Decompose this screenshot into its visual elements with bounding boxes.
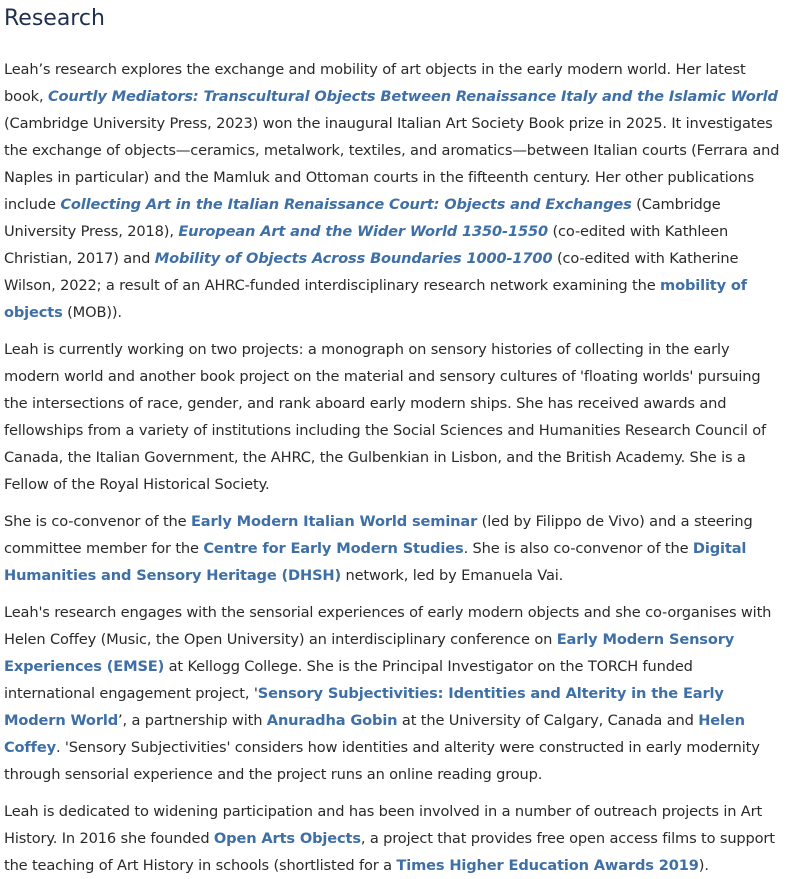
section-heading: Research [4,6,105,31]
text: (led by Filippo de Vivo) and a steering committee member for the [4,513,753,557]
link-open-arts-objects[interactable]: Open Arts Objects [213,830,361,847]
link-mobility-of-objects-book[interactable]: Mobility of Objects Across Boundaries 1000-1700 [154,250,553,267]
paragraph-convenor [4,508,786,589]
text: Leah is dedicated to widening participation and has been involved in a number of outreach projects in Art History. In 2016 she founded [4,803,763,847]
paragraph-current-projects [4,336,786,498]
link-helen-coffey[interactable]: Helen Coffey [4,712,745,756]
paragraph-publications [4,56,786,326]
link-emse[interactable]: Early Modern Sensory Experiences (EMSE) [4,631,735,675]
link-european-art[interactable]: European Art and the Wider World 1350-1550 [178,223,548,240]
text: (co-edited with Kathleen Christian, 2017) and [4,223,729,267]
text: (Cambridge University Press, 2023) won the inaugural Italian Art Society Book prize in 2025. It investigates the exchange of objects—ceramics, metalwork, textiles, and aromatics—between Italian courts (Ferrara and Naples in particular) and the Mamluk and Ottoman courts in the fifteenth century. Her other publications include [4,115,780,213]
text: (MOB)). [62,304,122,321]
text: , a project that provides free open access films to support the teaching of Art History in schools (shortlisted for a [4,830,775,874]
text: Leah is currently working on two projects: a monograph on sensory histories of collecting in the early modern world and another book project on the material and sensory cultures of 'floating worlds' pursuing the intersections of race, gender, and rank aboard early modern ships. She has received awards and fellowships from a variety of institutions including the Social Sciences and Humanities Research Council of Canada, the Italian Government, the AHRC, the Gulbenkian in Lisbon, and the British Academy. She is a Fellow of the Royal Historical Society. [4,341,767,493]
text: Leah’s research explores the exchange and mobility of art objects in the early modern world. Her latest book, [4,61,746,105]
link-courtly-mediators[interactable]: Courtly Mediators: Transcultural Objects Between Renaissance Italy and the Islamic World [47,88,778,105]
text: ’, a partnership with [118,712,267,729]
text: at Kellogg College. She is the Principal Investigator on the TORCH funded international engagement project, ' [4,658,693,702]
text: ). [698,857,709,874]
link-anuradha-gobin[interactable]: Anuradha Gobin [266,712,398,729]
paragraph-sensorial [4,599,786,788]
text: (Cambridge University Press, 2018), [4,196,721,240]
text: . 'Sensory Subjectivities' considers how identities and alterity were constructed in early modernity through sensorial experience and the project runs an online reading group. [4,739,760,783]
link-the-awards[interactable]: Times Higher Education Awards 2019 [396,857,699,874]
text: Leah's research engages with the sensorial experiences of early modern objects and she co-organises with Helen Coffey (Music, the Open University) an interdisciplinary conference on [4,604,772,648]
text: . She is also co-convenor of the [463,540,693,557]
link-centre-early-modern-studies[interactable]: Centre for Early Modern Studies [203,540,464,557]
link-mobility-of-objects-network[interactable]: mobility of objects [4,277,747,321]
link-sensory-subjectivities[interactable]: Sensory Subjectivities: Identities and Alterity in the Early Modern World [4,685,724,729]
text: network, led by Emanuela Vai. [341,567,564,584]
text: She is co-convenor of the [4,513,191,530]
text: (co-edited with Katherine Wilson, 2022; a result of an AHRC-funded interdisciplinary research network examining the [4,250,739,294]
link-early-modern-italian-world-seminar[interactable]: Early Modern Italian World seminar [190,513,478,530]
paragraph-outreach [4,798,786,879]
link-collecting-art[interactable]: Collecting Art in the Italian Renaissance Court: Objects and Exchanges [60,196,632,213]
link-dhsh[interactable]: Digital Humanities and Sensory Heritage (DHSH) [4,540,747,584]
text: at the University of Calgary, Canada and [397,712,699,729]
